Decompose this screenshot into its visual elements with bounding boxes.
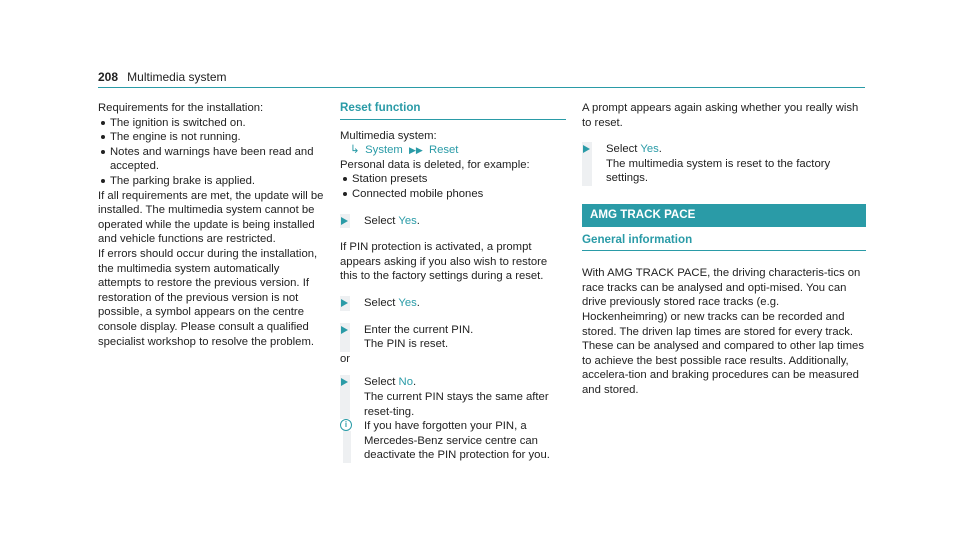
double-chevron-icon: ▶▶ [408,145,423,156]
section-title-general-info: General information [582,233,866,252]
step-select-yes-3: Select Yes. The multimedia system is reset to the factory settings. [582,142,866,186]
requirements-list [98,116,324,189]
list-item: Connected mobile phones [340,187,566,202]
general-info-paragraph: With AMG TRACK PACE, the driving characteris-tics on race tracks can be analysed and opti-mised. You can drive previously stored race tracks (e.g. Hockenheimring) or new tracks can be recorded and stored. The driven lap times are stored for every track. These can be analysed and compared to other lap times to achieve the best possible race results. Additionally, accelera-tion and braking procedures can be measured and stored. [582,267,864,396]
reset-list [340,172,566,201]
step-arrow-icon [341,378,348,386]
prompt-paragraph: A prompt appears again asking whether you really wish to reset. [582,102,859,129]
list-item: Notes and warnings have been read and accepted. [98,145,324,174]
bullet-icon [101,179,105,183]
step-arrow-icon [341,326,348,334]
menu-path [340,143,566,158]
page-header [98,70,227,86]
bullet-icon [101,135,105,139]
option-yes: Yes [640,143,659,156]
system-label: Multimedia system: [340,129,437,142]
step-arrow-icon [341,217,348,225]
list-item: The ignition is switched on. [98,116,324,131]
update-paragraph: If all requirements are met, the update will be installed. The multimedia system cannot be operated while the update is being installed and vehicle functions are restricted. [98,189,324,246]
header-divider [98,87,865,88]
pin-paragraph: If PIN protection is activated, a prompt appears asking if you also wish to restore this to the factory settings during a reset. [340,241,548,283]
requirements-intro: Requirements for the installation: [98,102,264,114]
step-select-yes-2: Select Yes. [340,296,566,311]
list-item: Station presets [340,172,566,187]
error-paragraph: If errors should occur during the installation, the multimedia system automatically attempts to restore the previous version. If restoration of the previous version is not possible, a symbol appears on the centre console display. Please consult a qualified specialist workshop to resolve the problem. [98,247,318,348]
list-item: The engine is not running. [98,130,324,145]
pin-note: i If you have forgotten your PIN, a Mercedes-Benz service centre can deactivate the PIN protection for you. [340,419,566,463]
reset-intro: Personal data is deleted, for example: [340,158,530,171]
amg-section-banner: AMG TRACK PACE [582,204,866,227]
path-reset: Reset [428,144,459,157]
page-number: 208 [98,70,119,84]
bullet-icon [101,121,105,125]
info-icon: i [340,419,352,431]
step-select-no: Select No. The current PIN stays the same after reset-ting. [340,375,566,419]
column-requirements [98,101,324,349]
option-yes: Yes [398,296,417,309]
bullet-icon [343,192,347,196]
step-enter-pin: Enter the current PIN. The PIN is reset. [340,323,566,352]
step-arrow-icon [583,145,590,153]
or-label: or [340,352,351,365]
list-item: The parking brake is applied. [98,174,324,189]
bullet-icon [343,177,347,181]
step-arrow-icon [341,299,348,307]
path-system: System [365,144,403,157]
column-amg [582,101,866,398]
page-title: Multimedia system [127,70,227,84]
step-select-yes: Select Yes. [340,214,566,229]
option-no: No [398,376,413,389]
section-title-reset: Reset function [340,101,566,120]
path-arrow-icon: ↳ [350,144,360,157]
column-reset-function [340,101,566,463]
bullet-icon [101,150,105,154]
option-yes: Yes [398,214,417,227]
